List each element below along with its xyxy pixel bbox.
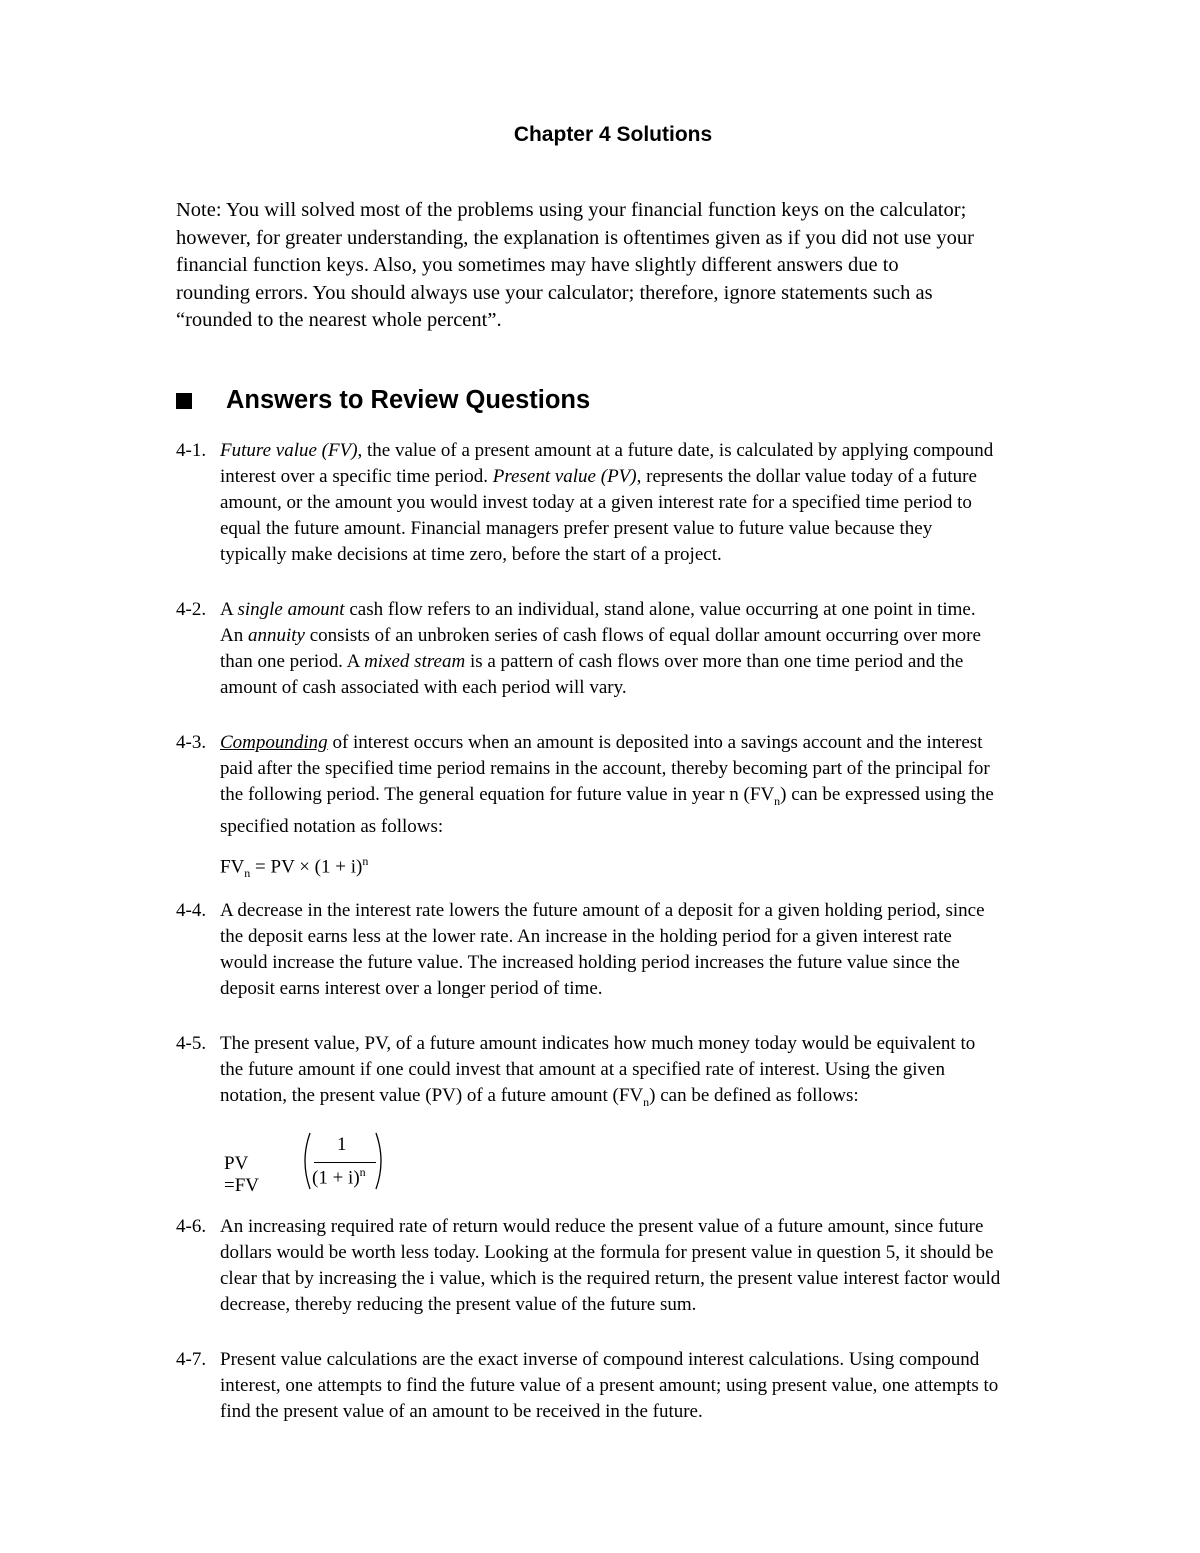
answer-line: decrease, thereby reducing the present value of the future sum. bbox=[220, 1294, 697, 1315]
formula-text: FV bbox=[220, 856, 245, 878]
right-paren-icon bbox=[374, 1132, 388, 1190]
question-4-4 bbox=[176, 898, 985, 1002]
question-4-7 bbox=[176, 1347, 999, 1425]
term-compounding: Compounding bbox=[220, 732, 328, 753]
page-title: Chapter 4 Solutions bbox=[513, 123, 713, 146]
answer-text: interest over a specific time period. bbox=[220, 466, 493, 487]
answer-line bbox=[220, 597, 981, 623]
answer-line: An increasing required rate of return would reduce the present value of a future amount, since future bbox=[220, 1216, 984, 1237]
answer-line: Present value calculations are the exact inverse of compound interest calculations. Using compound bbox=[220, 1349, 980, 1370]
formula-lhs: PV =FV bbox=[224, 1153, 260, 1196]
answer-line: amount, or the amount you would invest today at a given interest rate for a specified time period to bbox=[220, 492, 972, 513]
section-heading: Answers to Review Questions bbox=[226, 386, 591, 414]
fraction-denominator bbox=[312, 1165, 366, 1189]
answer-text: , represents the dollar value today of a future bbox=[636, 466, 977, 487]
term-future-value: Future value (FV) bbox=[220, 440, 358, 461]
answer-text: ) can be expressed using the bbox=[780, 784, 994, 805]
answer-line: interest, one attempts to find the future value of a present amount; using present value, one attempts to bbox=[220, 1375, 999, 1396]
answer-text: An bbox=[220, 625, 248, 646]
answer-line: would increase the future value. The increased holding period increases the future value since the bbox=[220, 952, 960, 973]
answer-line: clear that by increasing the i value, which is the required return, the present value interest factor would bbox=[220, 1268, 1001, 1289]
question-number: 4-5. bbox=[176, 1033, 207, 1054]
answer-line: A decrease in the interest rate lowers the future amount of a deposit for a given holding period, since bbox=[220, 900, 985, 921]
left-paren-icon bbox=[298, 1132, 312, 1190]
subscript: n bbox=[774, 793, 781, 808]
question-number: 4-7. bbox=[176, 1349, 207, 1370]
answer-text: is a pattern of cash flows over more than one time period and the bbox=[465, 651, 964, 672]
question-number: 4-4. bbox=[176, 900, 207, 921]
answer-text: A bbox=[220, 599, 238, 620]
answer-line: specified notation as follows: bbox=[220, 815, 444, 837]
answer-line: dollars would be worth less today. Looking at the formula for present value in question 5, it should be bbox=[220, 1242, 994, 1263]
answer-line bbox=[220, 438, 993, 464]
answer-line: find the present value of an amount to be received in the future. bbox=[220, 1401, 703, 1422]
question-4-2 bbox=[176, 597, 981, 701]
square-bullet-icon bbox=[176, 393, 192, 409]
term-mixed-stream: mixed stream bbox=[364, 651, 466, 672]
answer-line bbox=[220, 730, 994, 756]
answer-line: the future amount if one could invest that amount at a specified rate of interest. Using the given bbox=[220, 1059, 945, 1080]
answer-line: amount of cash associated with each period will vary. bbox=[220, 677, 627, 698]
question-number: 4-2. bbox=[176, 599, 207, 620]
answer-line bbox=[220, 623, 981, 649]
term-annuity: annuity bbox=[247, 625, 305, 646]
superscript: n bbox=[362, 854, 369, 868]
answer-line: The present value, PV, of a future amount indicates how much money today would be equivalent to bbox=[220, 1033, 976, 1054]
future-value-formula bbox=[220, 854, 368, 881]
term-single-amount: single amount bbox=[237, 599, 345, 620]
answer-line: typically make decisions at time zero, before the start of a project. bbox=[220, 544, 722, 565]
answer-text: notation, the present value (PV) of a future amount (FV bbox=[220, 1085, 644, 1106]
answer-text: than one period. A bbox=[220, 651, 365, 672]
question-4-5 bbox=[176, 1031, 976, 1115]
answer-line: paid after the specified time period remains in the account, thereby becoming part of the principal for bbox=[220, 758, 990, 779]
subscript: n bbox=[643, 1094, 650, 1109]
question-4-3 bbox=[176, 730, 994, 840]
superscript: n bbox=[359, 1165, 366, 1179]
question-4-6 bbox=[176, 1214, 1001, 1318]
formula-text: = PV × (1 + i) bbox=[250, 856, 363, 878]
section-header bbox=[176, 386, 590, 415]
answer-line bbox=[220, 649, 981, 675]
answer-text: the following period. The general equation for future value in year n (FV bbox=[220, 784, 775, 805]
question-number: 4-6. bbox=[176, 1216, 207, 1237]
note-paragraph: Note: You will solved most of the problems using your financial function keys on the calculator; however, for greater understanding, the explanation is oftentimes given as if you did not use your financial function keys. Also, you sometimes may have slightly different answers due to rounding errors. You should always use your calculator; therefore, ignore statements such as “rounded to the nearest whole percent”. bbox=[176, 199, 974, 331]
question-4-1 bbox=[176, 438, 994, 568]
answer-text: ) can be defined as follows: bbox=[649, 1085, 859, 1106]
term-present-value: Present value (PV) bbox=[492, 466, 637, 487]
question-number: 4-1. bbox=[176, 440, 207, 461]
answer-text: cash flow refers to an individual, stand alone, value occurring at one point in time. bbox=[344, 599, 976, 620]
answer-line: the deposit earns less at the lower rate. An increase in the holding period for a given interest rate bbox=[220, 926, 952, 947]
denominator-text: (1 + i) bbox=[312, 1167, 360, 1189]
question-number: 4-3. bbox=[176, 732, 207, 753]
fraction-numerator: 1 bbox=[337, 1134, 347, 1155]
answer-line bbox=[220, 1083, 975, 1115]
answer-line bbox=[220, 782, 994, 814]
answer-text: of interest occurs when an amount is deposited into a savings account and the interest bbox=[327, 732, 983, 753]
answer-line: deposit earns interest over a longer period of time. bbox=[220, 978, 603, 999]
subscript: n bbox=[244, 866, 251, 881]
answer-line bbox=[220, 464, 993, 490]
answer-text: consists of an unbroken series of cash flows of equal dollar amount occurring over more bbox=[304, 625, 981, 646]
answer-text: , the value of a present amount at a future date, is calculated by applying compound bbox=[357, 440, 994, 461]
fraction-bar bbox=[314, 1162, 376, 1163]
answer-line: equal the future amount. Financial managers prefer present value to future value because they bbox=[220, 518, 933, 539]
